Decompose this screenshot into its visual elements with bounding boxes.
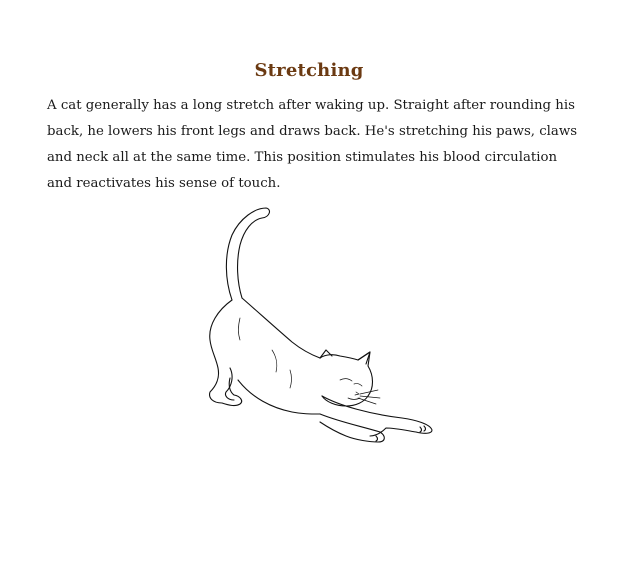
cat-belly bbox=[238, 380, 320, 414]
cat-tail bbox=[226, 208, 269, 300]
cat-nose bbox=[355, 392, 359, 395]
paragraph-line: A cat generally has a long stretch after waking up. Straight after rounding his bbox=[47, 98, 575, 113]
paragraph-line: and reactivates his sense of touch. bbox=[47, 176, 281, 191]
cat-hind-leg-inner bbox=[225, 368, 234, 400]
cat-eye bbox=[340, 379, 352, 381]
cat-eye-2 bbox=[354, 384, 362, 386]
cat-whisker-1 bbox=[360, 390, 378, 394]
stretching-cat-illustration bbox=[180, 200, 440, 450]
cat-hind-leg bbox=[210, 300, 242, 406]
cat-back bbox=[242, 298, 320, 358]
cat-paw-toes bbox=[376, 426, 426, 441]
paragraph-line: and neck all at the same time. This position stimulates his blood circulation bbox=[47, 150, 558, 165]
cat-drawing bbox=[180, 200, 440, 450]
cat-front-leg-2 bbox=[320, 414, 384, 442]
cat-fur-2 bbox=[290, 370, 292, 388]
paragraph bbox=[47, 93, 577, 197]
cat-whisker-2 bbox=[360, 396, 380, 398]
page-title: Stretching bbox=[254, 60, 364, 81]
cat-fur-1 bbox=[272, 350, 277, 372]
cat-fur-3 bbox=[239, 318, 241, 340]
cat-front-leg-1 bbox=[322, 396, 432, 436]
paragraph-line: back, he lowers his front legs and draws back. He's stretching his paws, claws bbox=[47, 124, 578, 139]
